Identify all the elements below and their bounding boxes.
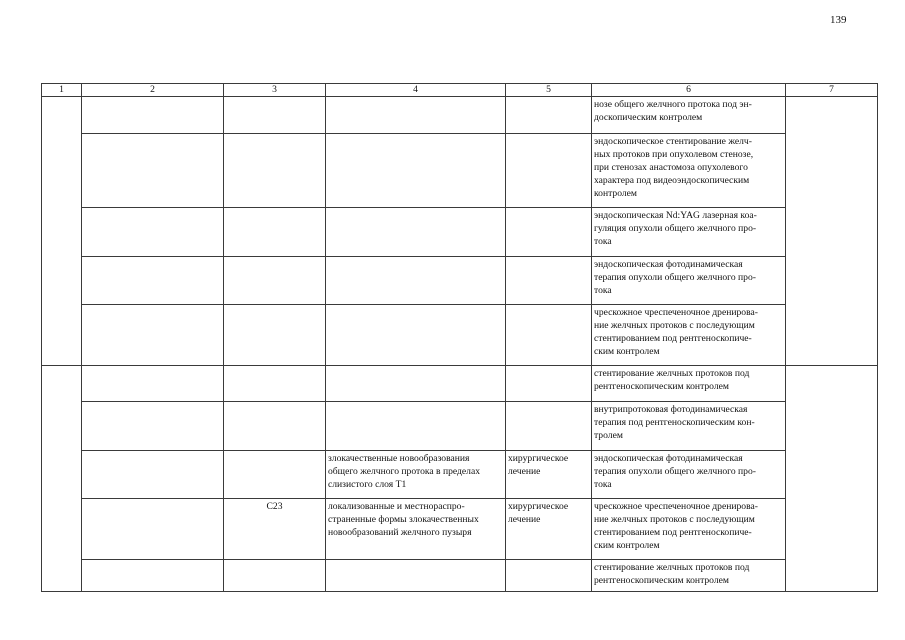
column-number: 6	[592, 84, 786, 97]
cell-col6: эндоскопическая Nd:YAG лазерная коа- гуляция опухоли общего желчного про- тока	[592, 208, 786, 257]
cell-col2	[82, 402, 224, 451]
cell-col5: хирургическое лечение	[506, 499, 592, 560]
cell-col3	[224, 560, 326, 592]
cell-col5	[506, 366, 592, 402]
table-row	[42, 451, 878, 499]
cell-col4	[326, 97, 506, 134]
column-number: 2	[82, 84, 224, 97]
cell-col3	[224, 97, 326, 134]
cell-col2	[82, 305, 224, 366]
cell-col5	[506, 257, 592, 305]
table-row	[42, 305, 878, 366]
cell-col2	[82, 257, 224, 305]
cell-col4	[326, 366, 506, 402]
cell-col6: эндоскопическая фотодинамическая терапия опухоли общего желчного про- тока	[592, 451, 786, 499]
cell-col1	[42, 97, 82, 366]
cell-col5: хирургическое лечение	[506, 451, 592, 499]
table-row	[42, 499, 878, 560]
cell-col5	[506, 560, 592, 592]
table-row	[42, 402, 878, 451]
page-number: 139	[830, 14, 847, 26]
table-row	[42, 257, 878, 305]
cell-col3	[224, 305, 326, 366]
cell-col2	[82, 560, 224, 592]
table-row	[42, 366, 878, 402]
cell-col4	[326, 208, 506, 257]
cell-col4	[326, 257, 506, 305]
cell-col4: локализованные и местнораспро- страненные формы злокачественных новообразований желчного пузыря	[326, 499, 506, 560]
cell-col3	[224, 134, 326, 208]
procedures-table	[41, 83, 878, 592]
cell-col6: чрескожное чреспеченочное дренирова- ние желчных протоков с последующим стентированием под рентгеноскопиче- ским контролем	[592, 499, 786, 560]
cell-col6: стентирование желчных протоков под рентгеноскопическим контролем	[592, 560, 786, 592]
cell-col1	[42, 366, 82, 592]
cell-col5	[506, 134, 592, 208]
column-number: 5	[506, 84, 592, 97]
cell-col6: нозе общего желчного протока под эн- доскопическим контролем	[592, 97, 786, 134]
column-number: 3	[224, 84, 326, 97]
column-number-row	[42, 84, 878, 97]
cell-col4	[326, 560, 506, 592]
column-number: 4	[326, 84, 506, 97]
cell-col3	[224, 257, 326, 305]
cell-col3: C23	[224, 499, 326, 560]
table-row	[42, 208, 878, 257]
cell-col6: эндоскопическое стентирование желч- ных протоков при опухолевом стенозе, при стенозах анастомоза опухолевого характера под видеоэндоскопическим контролем	[592, 134, 786, 208]
cell-col3	[224, 402, 326, 451]
table-row	[42, 560, 878, 592]
cell-col2	[82, 97, 224, 134]
cell-col4	[326, 402, 506, 451]
cell-col6: внутрипротоковая фотодинамическая терапия под рентгеноскопическим кон- тролем	[592, 402, 786, 451]
cell-col3	[224, 451, 326, 499]
table-row	[42, 134, 878, 208]
cell-col2	[82, 451, 224, 499]
cell-col4: злокачественные новообразования общего желчного протока в пределах слизистого слоя T1	[326, 451, 506, 499]
cell-col3	[224, 208, 326, 257]
cell-col4	[326, 134, 506, 208]
cell-col5	[506, 402, 592, 451]
cell-col5	[506, 97, 592, 134]
cell-col2	[82, 134, 224, 208]
cell-col2	[82, 366, 224, 402]
cell-col4	[326, 305, 506, 366]
cell-col3	[224, 366, 326, 402]
cell-col2	[82, 499, 224, 560]
table-row	[42, 97, 878, 134]
cell-col5	[506, 208, 592, 257]
cell-col6: эндоскопическая фотодинамическая терапия опухоли общего желчного про- тока	[592, 257, 786, 305]
cell-col6: чрескожное чреспеченочное дренирова- ние желчных протоков с последующим стентированием под рентгеноскопиче- ским контролем	[592, 305, 786, 366]
cell-col7	[786, 366, 878, 592]
column-number: 1	[42, 84, 82, 97]
cell-col2	[82, 208, 224, 257]
cell-col5	[506, 305, 592, 366]
column-number: 7	[786, 84, 878, 97]
cell-col7	[786, 97, 878, 366]
cell-col6: стентирование желчных протоков под рентгеноскопическим контролем	[592, 366, 786, 402]
